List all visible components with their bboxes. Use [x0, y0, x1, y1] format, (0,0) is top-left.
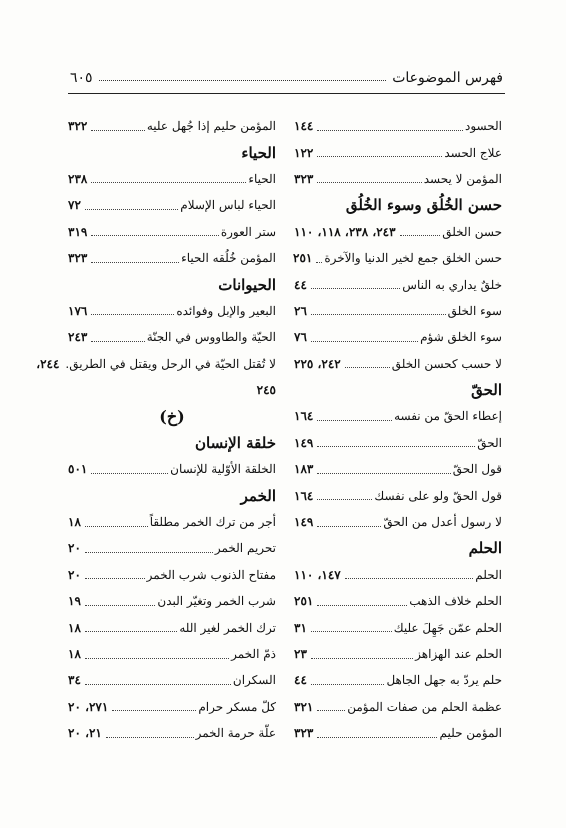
- entry-page: ١٨: [68, 647, 81, 661]
- entry-text: إعطاء الحقّ من نفسه: [394, 409, 502, 424]
- entry-text: كلّ مسكر حرام: [198, 699, 276, 714]
- entry-page: ٧٢: [68, 198, 81, 213]
- leader-dots: [345, 367, 390, 368]
- entry-text: الحيّة والطاووس في الجنّة: [146, 330, 276, 345]
- entry-page: ١٧٦: [68, 303, 88, 318]
- entry-text: المؤمن حليم إذا جُهل عليه: [146, 119, 276, 134]
- index-entry: [294, 219, 502, 245]
- leader-dots: [85, 658, 229, 659]
- entry-text: الحياء: [248, 171, 276, 186]
- entry-page: ١٦٤: [294, 488, 314, 503]
- leader-dots: [85, 552, 213, 553]
- entry-page: ١٨٣: [294, 462, 314, 477]
- index-entry: [294, 667, 502, 693]
- leader-dots: [317, 473, 450, 474]
- index-entry: [294, 351, 502, 377]
- leader-dots: [106, 737, 194, 738]
- index-entry: [294, 614, 502, 640]
- entry-text: الحلم خلاف الذهب: [409, 594, 502, 609]
- index-entry: [68, 456, 276, 482]
- section-heading: الحلم: [468, 539, 502, 558]
- entry-text: الحلم عند الهزاهز: [415, 647, 502, 661]
- leader-dots: [91, 130, 144, 131]
- entry-page: ١٤٤: [294, 119, 314, 134]
- entry-page: ٥٠١: [68, 462, 88, 477]
- index-entry: [68, 324, 276, 350]
- entry-page: ٤٤: [294, 277, 307, 292]
- leader-dots: [317, 156, 442, 157]
- entry-text: تحريم الخمر: [214, 541, 276, 556]
- entry-page: ١٤٧، ١١٠: [294, 567, 341, 582]
- index-entry: [294, 113, 502, 139]
- entry-text: لا تُقتل الحيّة في الرحل ويقتل في الطريق.: [65, 356, 276, 371]
- entry-text: خلقٌ يداري به الناس: [402, 277, 502, 292]
- leader-dots: [317, 446, 475, 447]
- entry-text: سوء الخلق: [447, 303, 502, 318]
- index-entry: [68, 245, 276, 271]
- index-entry: [294, 139, 502, 165]
- index-entry: [68, 562, 276, 588]
- leader-dots: [85, 631, 177, 632]
- entry-text: الحلم عمّن جَهِلَ عليك: [393, 620, 502, 635]
- index-entry: [294, 298, 502, 324]
- leader-dots: [91, 182, 246, 183]
- entry-page: ٢٤٤،: [36, 356, 60, 371]
- entry-page: ٤٤: [294, 673, 307, 688]
- index-column-left: [36, 113, 276, 746]
- entry-page: ٣٢٢: [68, 119, 88, 134]
- entry-text: مفتاح الذنوب شرب الخمر: [146, 567, 276, 582]
- entry-page: ٢٦: [294, 303, 307, 318]
- index-entry: [68, 192, 276, 218]
- index-entry: [294, 166, 502, 192]
- entry-text: حسن الخلق جمع لخير الدنيا والآخرة: [324, 251, 502, 266]
- leader-dots: [85, 578, 145, 579]
- entry-text: لا حسب كحسن الخلق: [391, 356, 502, 371]
- index-entry: [68, 614, 276, 640]
- leader-dots: [317, 420, 392, 421]
- entry-page: ٢٣: [294, 647, 307, 661]
- entry-page: ٢٤٥: [256, 383, 276, 398]
- entry-page: ٢٤٣، ٢٣٨، ١١٨، ١١٠: [294, 224, 396, 239]
- entry-text: عظمة الحلم من صفات المؤمن: [347, 699, 502, 714]
- entry-page: ٣١: [294, 620, 307, 635]
- entry-text: قول الحقّ ولو على نفسك: [374, 488, 502, 503]
- leader-dots: [112, 710, 196, 711]
- section-heading: الحقّ: [471, 381, 502, 400]
- leader-dots: [311, 631, 392, 632]
- leader-dots: [85, 684, 231, 685]
- entry-page: ٢٠: [68, 567, 81, 582]
- leader-dots: [316, 262, 322, 263]
- entry-text: شرب الخمر وتغيّر البدن: [157, 594, 276, 609]
- entry-text: ذمّ الخمر: [231, 647, 276, 661]
- entry-text: حسن الخلق: [442, 224, 502, 239]
- index-entry: [294, 430, 502, 456]
- entry-text: الخلقة الأوّلية للإنسان: [170, 462, 276, 477]
- entry-page: ١٨: [68, 515, 81, 530]
- entry-page: ١٨: [68, 620, 81, 635]
- index-entry: [36, 351, 276, 377]
- entry-page: ٢٤٣: [68, 330, 88, 345]
- entry-text: علاج الحسد: [444, 145, 502, 160]
- index-entry: [68, 509, 276, 535]
- index-entry: [294, 456, 502, 482]
- header-title: فهرس الموضوعات: [392, 70, 503, 86]
- entry-text: علّة حرمة الخمر: [195, 726, 276, 741]
- section-heading: حسن الخُلُق وسوء الخُلُق: [345, 196, 502, 215]
- leader-dots: [85, 209, 178, 210]
- index-entry: [68, 588, 276, 614]
- leader-dots: [317, 526, 381, 527]
- leader-dots: [317, 182, 421, 183]
- index-entry: [68, 641, 276, 667]
- index-entry: [294, 403, 502, 429]
- leader-dots: [91, 262, 179, 263]
- leader-dots: [85, 526, 148, 527]
- header-page-number: ٦٠٥: [70, 70, 93, 86]
- leader-dots: [311, 684, 385, 685]
- index-entry: [294, 562, 502, 588]
- leader-dots: [317, 737, 437, 738]
- index-entry: [68, 667, 276, 693]
- index-entry: [68, 694, 276, 720]
- section-heading: الحيوانات: [218, 275, 276, 294]
- entry-text: الحياء لباس الإسلام: [180, 198, 276, 213]
- entry-page: ١٤٩: [294, 435, 314, 450]
- entry-text: سوء الخلق شؤم: [420, 330, 502, 345]
- entry-page: ٢١، ٢٠: [68, 726, 102, 741]
- entry-page: ٢٥١: [294, 594, 314, 609]
- entry-text: الحلم: [475, 567, 502, 582]
- page-header: [70, 64, 503, 86]
- index-entry: [294, 641, 502, 667]
- leader-dots: [311, 658, 413, 659]
- section-heading: خلقة الإنسان: [195, 433, 276, 452]
- index-entry: [68, 166, 276, 192]
- entry-text: قول الحقّ: [452, 462, 502, 477]
- index-entry: [294, 694, 502, 720]
- leader-dots: [91, 314, 174, 315]
- entry-page: ٢٤٢، ٢٢٥: [294, 356, 341, 371]
- index-entry: [68, 720, 276, 746]
- index-entry: [294, 245, 502, 271]
- leader-dots: [91, 235, 218, 236]
- entry-page: ١٩: [68, 594, 81, 609]
- leader-dots: [317, 710, 345, 711]
- section-heading: الحياء: [241, 143, 276, 162]
- entry-page: ٣٢٣: [68, 251, 88, 266]
- entry-page: ٢٥١: [293, 251, 313, 266]
- index-entry: [68, 219, 276, 245]
- entry-page: ٣٢١: [294, 699, 314, 714]
- entry-text: أجر من ترك الخمر مطلقاً: [149, 515, 276, 530]
- leader-dots: [345, 578, 474, 579]
- index-entry: [294, 720, 502, 746]
- leader-dots: [91, 341, 144, 342]
- entry-text: لا رسول أعدل من الحقّ: [383, 515, 502, 530]
- entry-text: السكران: [232, 673, 276, 688]
- leader-dots: [311, 314, 446, 315]
- index-entry: [294, 588, 502, 614]
- index-entry: [294, 482, 502, 508]
- entry-page: ١٤٩: [294, 515, 314, 530]
- index-entry: [294, 509, 502, 535]
- entry-page: ١٢٢: [294, 145, 314, 160]
- entry-page: ٣٢٣: [294, 726, 314, 741]
- letter-heading: (خ): [159, 406, 185, 426]
- index-entry: [68, 535, 276, 561]
- entry-text: ترك الخمر لغير الله: [179, 620, 276, 635]
- index-column-right: [294, 113, 502, 746]
- entry-page: ٢٠: [68, 541, 81, 556]
- entry-text: المؤمن لا يحسد: [423, 171, 502, 186]
- entry-text: المؤمن خُلُقه الحياء: [181, 251, 276, 266]
- leader-dots: [311, 288, 400, 289]
- leader-dots: [91, 473, 168, 474]
- entry-text: المؤمن حليم: [439, 726, 502, 741]
- entry-page: ٣٢٣: [294, 171, 314, 186]
- leader-dots: [400, 235, 441, 236]
- index-entry: [68, 113, 276, 139]
- index-entry: [68, 298, 276, 324]
- leader-dots: [311, 341, 418, 342]
- header-leader-dots: [99, 80, 387, 81]
- entry-page: ٧٦: [294, 330, 307, 345]
- leader-dots: [317, 499, 372, 500]
- leader-dots: [85, 605, 156, 606]
- index-entry: [294, 271, 502, 297]
- entry-page: ١٦٤: [294, 409, 314, 424]
- entry-page: ٣١٩: [68, 224, 88, 239]
- entry-page: ٢٣٨: [68, 171, 88, 186]
- index-entry: [294, 324, 502, 350]
- index-entry-continuation: [68, 377, 276, 403]
- entry-text: البعير والإبل وفوائده: [176, 303, 276, 318]
- entry-page: ٣٤: [68, 673, 81, 688]
- leader-dots: [317, 130, 463, 131]
- entry-text: ستر العورة: [220, 224, 276, 239]
- section-heading: الخمر: [240, 486, 276, 505]
- leader-dots: [317, 605, 407, 606]
- header-rule: [68, 93, 505, 94]
- entry-text: الحسود: [465, 119, 502, 134]
- entry-page: ٢٧١، ٢٠: [68, 699, 109, 714]
- entry-text: الحقّ: [477, 435, 502, 450]
- entry-text: حلم يردّ به جهل الجاهل: [386, 673, 502, 688]
